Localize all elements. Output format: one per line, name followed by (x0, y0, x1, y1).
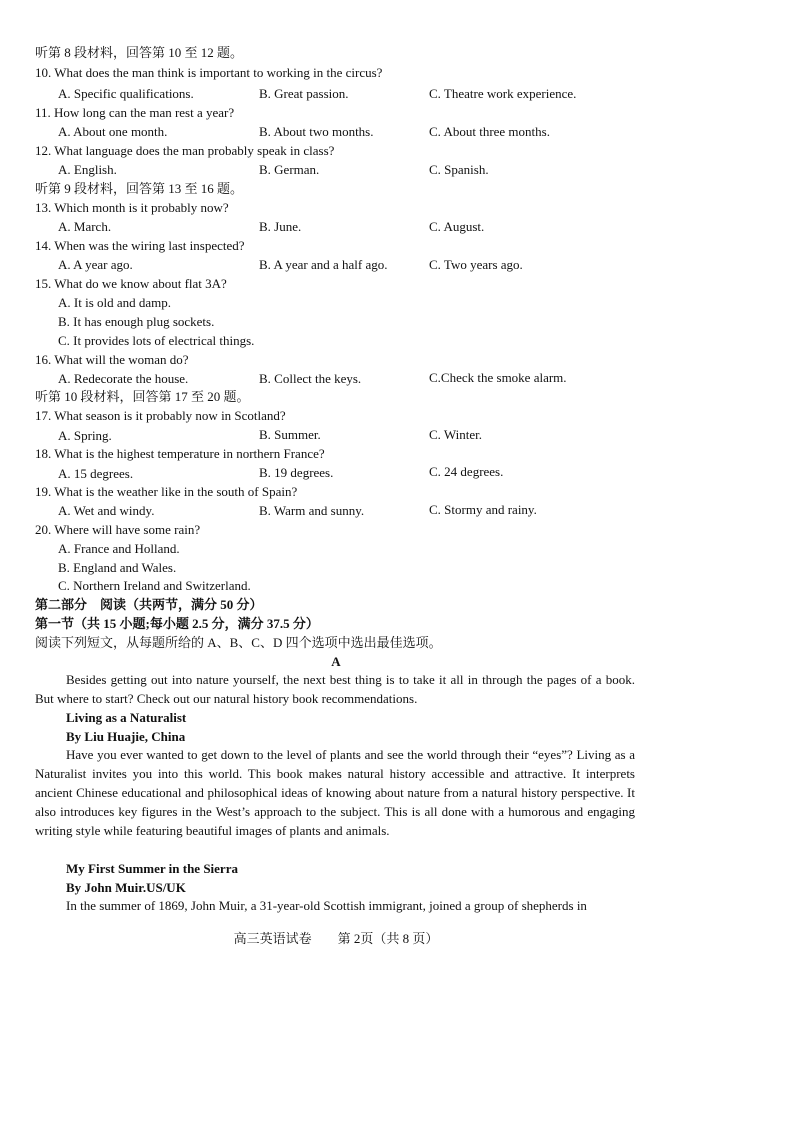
question-17: 17. What season is it probably now in Scotland? (35, 408, 286, 423)
book1-description (35, 745, 635, 840)
question-11: 11. How long can the man rest a year? (35, 105, 235, 120)
reading-instruction: 阅读下列短文，从每题所给的 A、B、C、D 四个选项中选出最佳选项。 (35, 635, 442, 650)
q17-option-c: C. Winter. (429, 427, 483, 442)
q19-option-c: C. Stormy and rainy. (429, 502, 537, 517)
question-20: 20. Where will have some rain? (35, 522, 201, 537)
book2-author: By John Muir.US/UK (66, 880, 186, 895)
q15-option-b: B. It has enough plug sockets. (58, 314, 215, 329)
section-9-header: 听第 9 段材料，回答第 13 至 16 题。 (35, 181, 244, 196)
q16-option-a: A. Redecorate the house. (58, 371, 189, 386)
q13-option-a: A. March. (58, 219, 112, 234)
book2-description (35, 896, 635, 915)
reading-section-header: 第一节（共 15 小题;每小题 2.5 分，满分 37.5 分） (35, 616, 319, 631)
book2-title: My First Summer in the Sierra (66, 861, 238, 876)
q20-option-b: B. England and Wales. (58, 560, 177, 575)
question-13: 13. Which month is it probably now? (35, 200, 229, 215)
q13-option-c: C. August. (429, 219, 485, 234)
book2-description-text: In the summer of 1869, John Muir, a 31-year-old Scottish immigrant, joined a group of shepherds in (66, 898, 587, 913)
book1-title: Living as a Naturalist (66, 710, 187, 725)
q12-option-a: A. English. (58, 162, 117, 177)
q18-option-c: C. 24 degrees. (429, 464, 504, 479)
q15-option-a: A. It is old and damp. (58, 295, 172, 310)
book1-description-text: Have you ever wanted to get down to the level of plants and see the world through their “eyes”? Living as a Naturalist invites you into this world. This book makes natural history accessible and attractive. It interprets ancient Chinese educational and philosophical ideas of knowing about nature from a natural history perspective. It also introduces key figures in the West’s approach to the subject. This is all done with a humorous and engaging writing style while featuring beautiful images of plants and animals. (35, 747, 635, 838)
q17-option-b: B. Summer. (259, 427, 321, 442)
question-14: 14. When was the wiring last inspected? (35, 238, 245, 253)
section-8-header: 听第 8 段材料，回答第 10 至 12 题。 (35, 45, 244, 60)
question-10: 10. What does the man think is important to working in the circus? (35, 65, 383, 80)
question-16: 16. What will the woman do? (35, 352, 189, 367)
q18-option-b: B. 19 degrees. (259, 465, 334, 480)
q11-option-c: C. About three months. (429, 124, 550, 139)
section-10-header: 听第 10 段材料，回答第 17 至 20 题。 (35, 389, 250, 404)
reading-part-header: 第二部分 阅读（共两节，满分 50 分） (35, 597, 263, 612)
q20-option-a: A. France and Holland. (58, 541, 180, 556)
q19-option-b: B. Warm and sunny. (259, 503, 365, 518)
passage-letter: A (331, 654, 341, 669)
q11-option-b: B. About two months. (259, 124, 374, 139)
q13-option-b: B. June. (259, 219, 302, 234)
question-19: 19. What is the weather like in the south of Spain? (35, 484, 298, 499)
q16-option-c: C.Check the smoke alarm. (429, 370, 567, 385)
q10-option-a: A. Specific qualifications. (58, 86, 194, 101)
q10-option-b: B. Great passion. (259, 86, 349, 101)
question-12: 12. What language does the man probably speak in class? (35, 143, 335, 158)
q14-option-c: C. Two years ago. (429, 257, 523, 272)
q19-option-a: A. Wet and windy. (58, 503, 155, 518)
question-18: 18. What is the highest temperature in northern France? (35, 446, 325, 461)
page-footer: 高三英语试卷 第 2页（共 8 页） (233, 931, 439, 946)
q10-option-c: C. Theatre work experience. (429, 86, 577, 101)
q12-option-c: C. Spanish. (429, 162, 489, 177)
q14-option-b: B. A year and a half ago. (259, 257, 388, 272)
q12-option-b: B. German. (259, 162, 320, 177)
book1-author: By Liu Huajie, China (66, 729, 186, 744)
q20-option-c: C. Northern Ireland and Switzerland. (58, 578, 251, 593)
question-15: 15. What do we know about flat 3A? (35, 276, 227, 291)
passage-intro-text: Besides getting out into nature yourself, the next best thing is to take it all in through the pages of a book. But where to start? Check out our natural history book recommendations. (35, 672, 635, 706)
q15-option-c: C. It provides lots of electrical things. (58, 333, 255, 348)
q16-option-b: B. Collect the keys. (259, 371, 362, 386)
q14-option-a: A. A year ago. (58, 257, 133, 272)
q11-option-a: A. About one month. (58, 124, 168, 139)
q18-option-a: A. 15 degrees. (58, 466, 134, 481)
q17-option-a: A. Spring. (58, 428, 112, 443)
passage-intro (35, 670, 635, 708)
